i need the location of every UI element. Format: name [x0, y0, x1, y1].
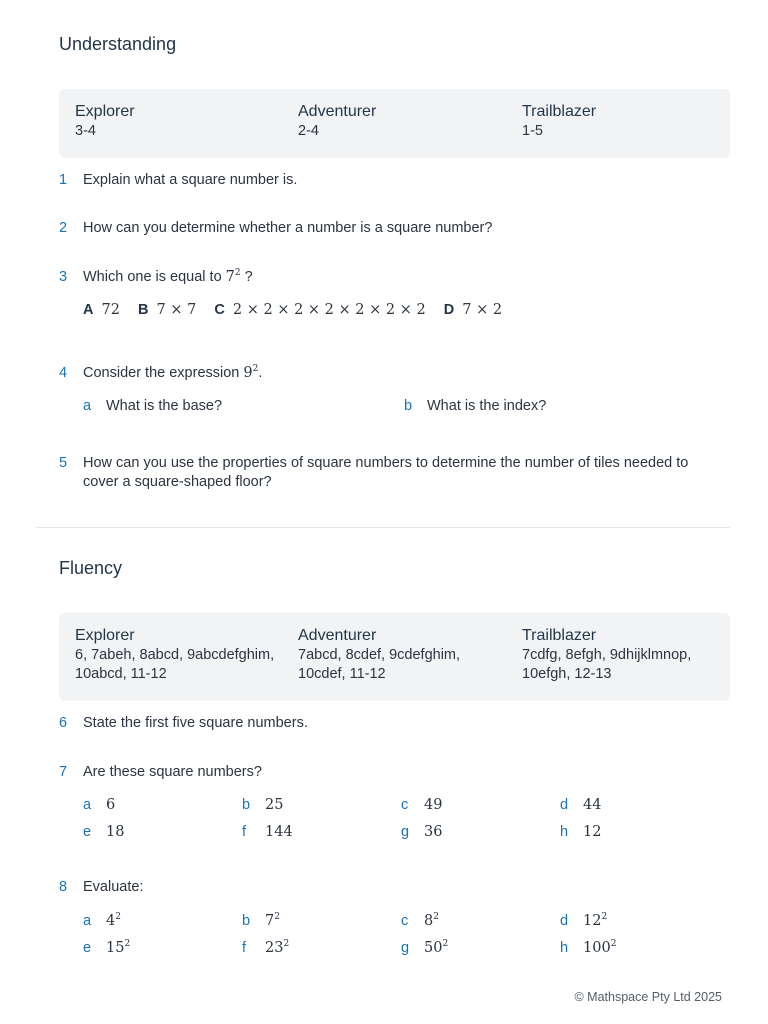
question-number: 3 [59, 269, 68, 285]
question-8-part-f [242, 940, 289, 956]
level-adventurer [298, 627, 498, 684]
part-label: b [404, 398, 413, 414]
level-value: 3-4 [75, 123, 96, 139]
math-expression [583, 940, 616, 956]
level-name: Trailblazer [522, 627, 597, 644]
question-8-part-a [83, 913, 121, 929]
question-text [83, 268, 723, 287]
question-text-part: . [258, 365, 263, 381]
level-explorer [75, 627, 275, 684]
question-text-part: Which one is equal to [83, 269, 222, 285]
part-value: 18 [106, 824, 125, 840]
question-7-part-e [83, 824, 124, 840]
math-expression [583, 913, 607, 929]
question-text-part: Consider the expression [83, 365, 240, 381]
math-exponent: 2 [442, 939, 449, 949]
math-base: 15 [106, 940, 125, 956]
question-8-part-b [242, 913, 280, 929]
question-8-part-d [560, 913, 607, 929]
option-label: B [138, 302, 149, 318]
part-text: What is the base? [106, 398, 223, 414]
question-text: How can you determine whether a number is a square number? [83, 220, 493, 236]
question-4-part-b [404, 398, 546, 414]
part-label: a [83, 797, 92, 813]
question-number: 6 [59, 715, 68, 731]
part-label: c [401, 913, 409, 929]
part-label: e [83, 940, 92, 956]
level-name: Adventurer [298, 627, 377, 644]
part-value: 49 [424, 797, 443, 813]
level-value: 1-5 [522, 123, 543, 139]
math-expression [424, 940, 448, 956]
question-text: Are these square numbers? [83, 764, 262, 780]
level-panel-understanding [59, 89, 730, 158]
level-explorer [75, 103, 280, 141]
part-label: h [560, 940, 569, 956]
option-label: C [214, 302, 225, 318]
level-name: Explorer [75, 627, 135, 644]
option-value: 7 × 2 [462, 302, 503, 318]
question-number: 8 [59, 879, 68, 895]
part-label: c [401, 797, 409, 813]
question-number: 7 [59, 764, 68, 780]
question-8-part-e [83, 940, 130, 956]
math-exponent: 2 [601, 912, 608, 922]
question-7-part-b [242, 797, 283, 813]
part-label: f [242, 824, 247, 840]
part-label: g [401, 940, 410, 956]
math-base: 23 [265, 940, 284, 956]
part-label: d [560, 913, 569, 929]
level-value: 7cdfg, 8efgh, 9dhijklmnop, 10efgh, 12-13 [522, 647, 692, 682]
question-text: How can you use the properties of square numbers to determine the number of tiles needed to cover a square-shaped floor? [83, 455, 689, 490]
question-number: 2 [59, 220, 68, 236]
option-label: A [83, 302, 94, 318]
math-base: 100 [583, 940, 611, 956]
math-exponent: 2 [433, 912, 439, 922]
math-expression [243, 365, 258, 381]
math-base: 50 [424, 940, 443, 956]
question-7-part-h [560, 824, 601, 840]
question-3-options [83, 301, 502, 320]
part-value: 144 [265, 824, 293, 840]
part-label: e [83, 824, 92, 840]
part-value: 6 [106, 797, 116, 813]
level-trailblazer [522, 627, 722, 684]
level-value: 7abcd, 8cdef, 9cdefghim, 10cdef, 11-12 [298, 647, 461, 682]
question-number: 4 [59, 365, 68, 381]
question-7-part-d [560, 797, 601, 813]
level-name: Trailblazer [522, 103, 597, 120]
part-label: a [83, 913, 92, 929]
part-label: b [242, 797, 251, 813]
question-7-part-f [242, 824, 293, 840]
question-8-part-h [560, 940, 616, 956]
part-value: 12 [583, 824, 602, 840]
part-label: d [560, 797, 569, 813]
question-text: Explain what a square number is. [83, 172, 298, 188]
option-value: 7 × 7 [156, 302, 197, 318]
option-label: D [443, 302, 455, 318]
math-base: 9 [243, 365, 253, 381]
option-value: 72 [101, 302, 120, 318]
math-exponent: 2 [124, 939, 131, 949]
question-8-part-c [401, 913, 439, 929]
question-text-part: ? [244, 269, 253, 285]
level-value: 2-4 [298, 123, 319, 139]
level-name: Explorer [75, 103, 135, 120]
math-exponent: 2 [610, 939, 617, 949]
math-base: 4 [106, 913, 116, 929]
math-base: 8 [424, 913, 434, 929]
level-value: 6, 7abeh, 8abcd, 9abcdefghim, 10abcd, 11-12 [75, 647, 275, 682]
math-base: 7 [225, 269, 235, 285]
math-exponent: 2 [252, 364, 259, 374]
option-value: 2 × 2 × 2 × 2 × 2 × 2 × 2 [232, 302, 426, 318]
question-text: Evaluate: [83, 879, 144, 895]
question-7-part-g [401, 824, 442, 840]
part-value: 36 [424, 824, 443, 840]
question-text [83, 364, 723, 383]
math-expression [226, 269, 241, 285]
part-label: f [242, 940, 247, 956]
question-number: 1 [59, 172, 68, 188]
footer-copyright: © Mathspace Pty Ltd 2025 [574, 990, 722, 1004]
question-8-part-g [401, 940, 448, 956]
level-name: Adventurer [298, 103, 377, 120]
math-expression [106, 940, 130, 956]
part-label: a [83, 398, 92, 414]
level-adventurer [298, 103, 503, 141]
question-7-part-c [401, 797, 442, 813]
math-expression [265, 940, 289, 956]
question-text: State the first five square numbers. [83, 715, 308, 731]
question-number: 5 [59, 455, 68, 471]
part-label: h [560, 824, 569, 840]
math-exponent: 2 [274, 912, 280, 922]
math-exponent: 2 [115, 912, 121, 922]
math-exponent: 2 [234, 268, 241, 278]
math-base: 12 [583, 913, 602, 929]
level-trailblazer [522, 103, 727, 141]
section-divider [36, 527, 730, 528]
part-value: 44 [583, 797, 602, 813]
math-expression [106, 913, 121, 929]
math-base: 7 [265, 913, 275, 929]
math-expression [265, 913, 280, 929]
part-label: b [242, 913, 251, 929]
question-7-part-a [83, 797, 115, 813]
section-title-fluency: Fluency [59, 558, 123, 578]
part-label: g [401, 824, 410, 840]
math-exponent: 2 [283, 939, 290, 949]
level-panel-fluency [59, 613, 730, 701]
part-text: What is the index? [427, 398, 547, 414]
question-4-part-a [83, 398, 222, 414]
math-expression [424, 913, 439, 929]
part-value: 25 [265, 797, 284, 813]
section-title-understanding: Understanding [59, 34, 177, 54]
